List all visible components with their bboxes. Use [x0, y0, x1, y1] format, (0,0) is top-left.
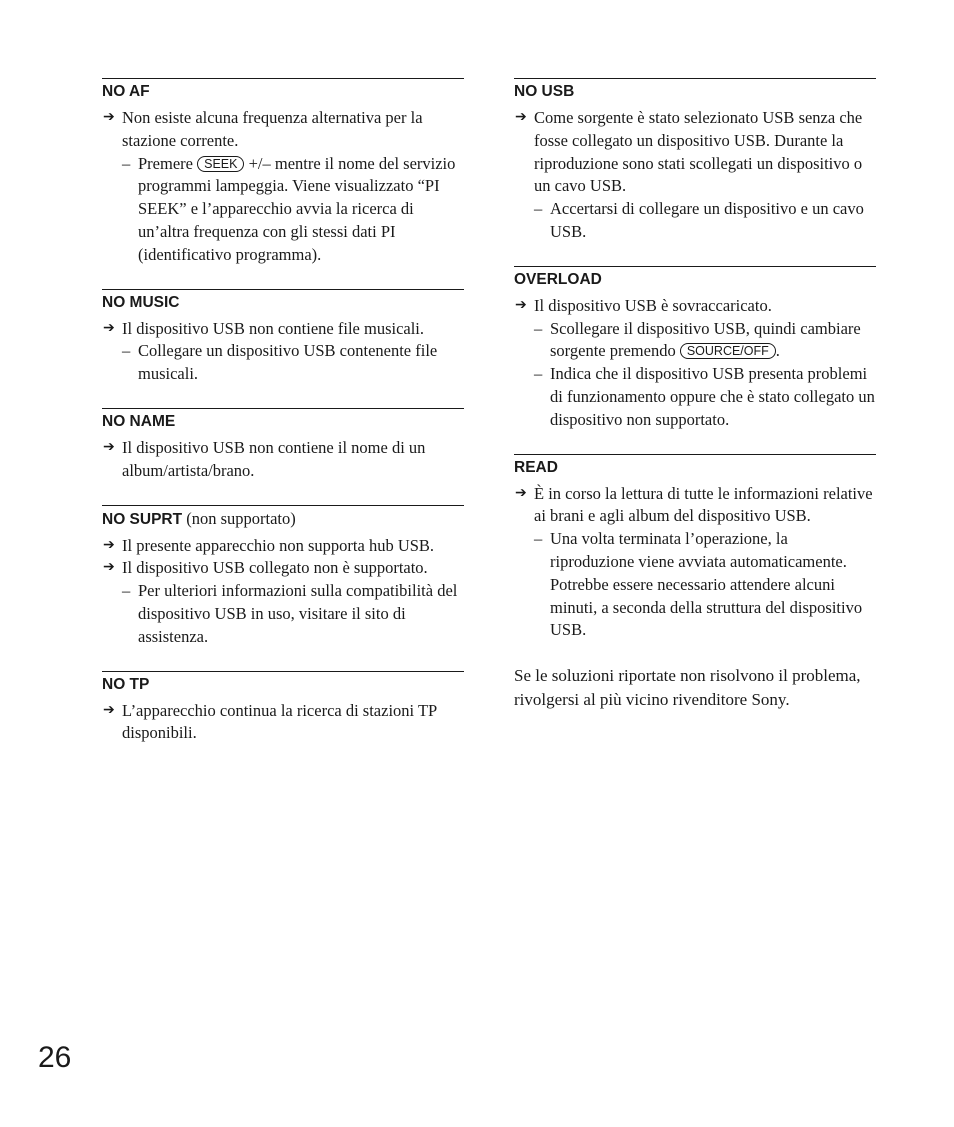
remedy	[102, 340, 464, 386]
left-column	[102, 78, 464, 767]
remedy-text-cont: +/– mentre il nome del servizio programmi lampeggia. Viene visualizzato “PI SEEK” e l’apparecchio avvia la ricerca di un’altra frequenza con gli stessi dati PI (identificativo programma).	[138, 153, 456, 264]
arrow-icon: ➔	[103, 320, 115, 336]
right-column	[514, 78, 876, 729]
cause	[102, 535, 464, 558]
cause	[514, 483, 876, 529]
message-title	[102, 506, 464, 530]
section-no-suprt	[102, 505, 464, 649]
arrow-icon: ➔	[103, 537, 115, 553]
section-no-af	[102, 78, 464, 267]
arrow-icon: ➔	[515, 110, 527, 125]
dash-icon: –	[122, 341, 131, 361]
cause-text: Come sorgente è stato selezionato USB senza che fosse collegato un dispositivo USB. Durante la riproduzione sono stati scollegati un dispositivo o un cavo USB.	[534, 108, 863, 196]
arrow-icon: ➔	[515, 485, 527, 501]
cause-text: L’apparecchio continua la ricerca di stazioni TP disponibili.	[122, 700, 437, 743]
message-title: NO NAME	[102, 412, 176, 430]
remedy	[514, 528, 876, 642]
closing-paragraph: Se le soluzioni riportate non risolvono il problema, rivolgersi al più vicino rivenditore Sony.	[514, 666, 861, 710]
remedy-text: Per ulteriori informazioni sulla compatibilità del dispositivo USB in uso, visitare il sito di assistenza.	[138, 581, 458, 646]
section-no-music	[102, 289, 464, 386]
cause-text: Non esiste alcuna frequenza alternativa per la stazione corrente.	[122, 108, 423, 150]
cause	[102, 557, 464, 580]
message-title-suffix: (non supportato)	[182, 508, 296, 528]
arrow-icon: ➔	[103, 439, 115, 455]
remedy-text: Indica che il dispositivo USB presenta problemi di funzionamento oppure che è stato collegato un dispositivo non supportato.	[550, 364, 875, 429]
arrow-icon: ➔	[103, 702, 115, 718]
arrow-icon: ➔	[103, 560, 115, 576]
cause-text: È in corso la lettura di tutte le informazioni relative ai brani e agli album del dispositivo USB.	[534, 483, 873, 526]
section-no-usb	[514, 78, 876, 244]
section-no-tp	[102, 671, 464, 746]
cause	[102, 318, 464, 341]
remedy	[514, 198, 876, 244]
dash-icon: –	[122, 153, 131, 173]
message-code: NO SUPRT	[102, 510, 183, 528]
remedy-text: Una volta terminata l’operazione, la riproduzione viene avviata automaticamente. Potrebbe essere necessario attendere alcuni minuti, a seconda della struttura del dispositivo USB.	[550, 529, 863, 640]
page-number: 26	[38, 1041, 72, 1074]
remedy	[514, 318, 876, 364]
section-read	[514, 454, 876, 643]
cause-text: Il presente apparecchio non supporta hub USB.	[122, 535, 435, 555]
cause-text: Il dispositivo USB non contiene file musicali.	[122, 318, 425, 338]
cause	[102, 437, 464, 483]
message-title: NO MUSIC	[102, 293, 180, 311]
section-overload	[514, 266, 876, 432]
remedy	[102, 580, 464, 648]
remedy-text: Scollegare il dispositivo USB, quindi cambiare sorgente premendo	[550, 318, 861, 361]
section-no-name	[102, 408, 464, 483]
cause-text: Il dispositivo USB è sovraccaricato.	[534, 295, 772, 315]
arrow-icon: ➔	[515, 297, 527, 313]
remedy-text: Collegare un dispositivo USB contenente file musicali.	[138, 341, 438, 384]
arrow-icon: ➔	[103, 110, 115, 125]
cause-text: Il dispositivo USB collegato non è supportato.	[122, 558, 428, 578]
seek-key-label: SEEK	[197, 156, 244, 172]
dash-icon: –	[122, 581, 131, 601]
source-off-key-label: SOURCE/OFF	[680, 343, 776, 359]
remedy	[514, 363, 876, 431]
cause	[514, 295, 876, 318]
dash-icon: –	[534, 199, 543, 219]
message-title: OVERLOAD	[514, 270, 602, 288]
message-title: READ	[514, 458, 558, 476]
message-title: NO TP	[102, 675, 150, 693]
remedy-text: Accertarsi di collegare un dispositivo e un cavo USB.	[550, 199, 864, 241]
cause	[514, 107, 876, 198]
remedy	[102, 153, 464, 267]
remedy-text-cont: .	[775, 341, 780, 361]
dash-icon: –	[534, 318, 543, 338]
dash-icon: –	[534, 529, 543, 549]
cause	[102, 107, 464, 153]
remedy-text: Premere	[138, 153, 198, 173]
dash-icon: –	[534, 364, 543, 384]
message-title: NO USB	[514, 83, 575, 100]
message-title: NO AF	[102, 83, 150, 100]
cause	[102, 700, 464, 746]
cause-text: Il dispositivo USB non contiene il nome di un album/artista/brano.	[122, 437, 426, 480]
